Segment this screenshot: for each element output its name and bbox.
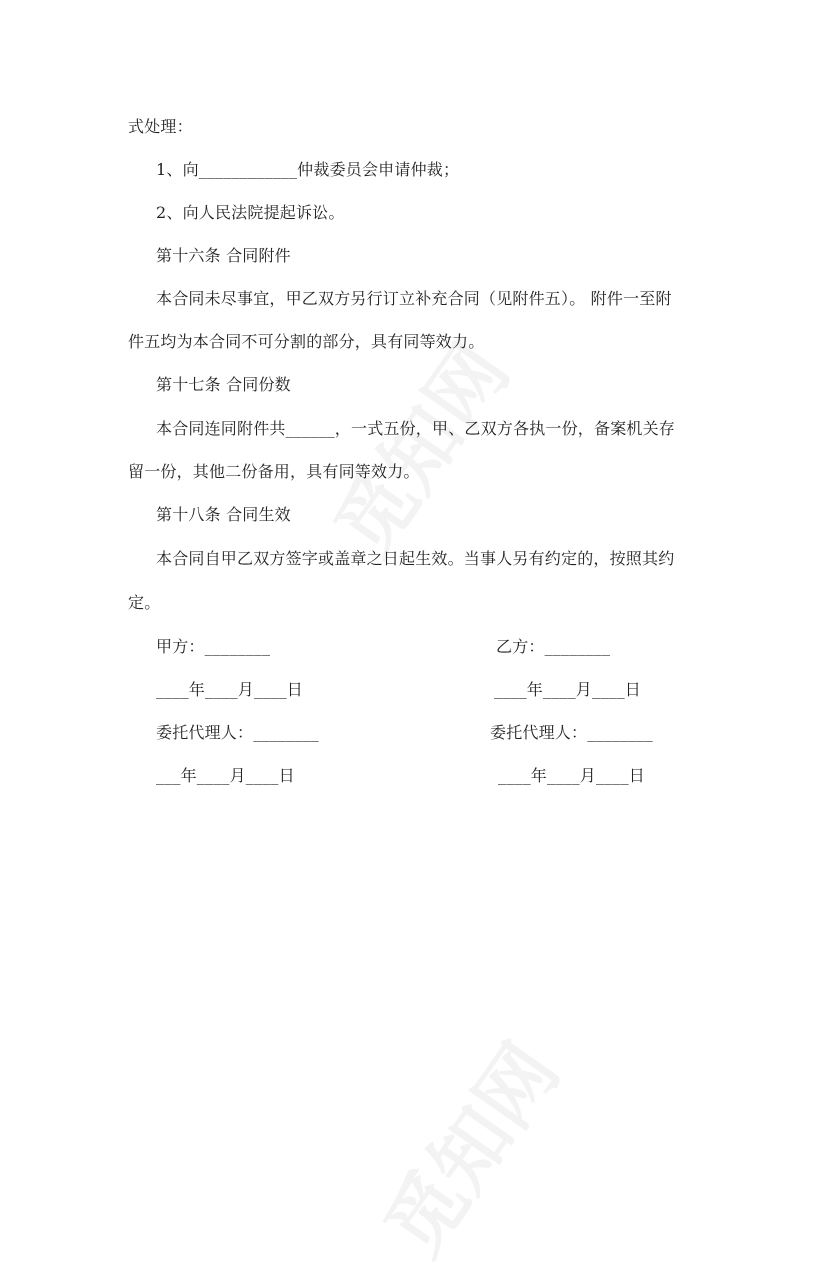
paragraph-line: 件五均为本合同不可分割的部分，具有同等效力。 [128,332,485,351]
paragraph-line: 本合同未尽事宜，甲乙双方另行订立补充合同（见附件五）。 附件一至附 [156,289,672,308]
party-b-date: ____年____月____日 [494,680,642,699]
paragraph-line: 留一份，其他二份备用，具有同等效力。 [128,462,420,481]
list-item: 1、向____________仲裁委员会申请仲裁； [156,160,460,179]
party-b-agent: 委托代理人：________ [490,723,653,742]
party-a-agent-date: ___年____月____日 [156,766,295,785]
party-a-date: ____年____月____日 [156,680,304,699]
party-a-signature: 甲方：________ [156,637,271,656]
section-heading: 第十八条 合同生效 [156,505,291,524]
watermark-bottom [354,1018,580,1274]
paragraph-line: 定。 [128,593,161,612]
party-b-agent-date: ____年____月____日 [498,766,646,785]
section-heading: 第十六条 合同附件 [156,246,291,265]
list-item: 2、向人民法院提起诉讼。 [156,203,345,222]
paragraph-line: 本合同自甲乙双方签字或盖章之日起生效。当事人另有约定的，按照其约 [156,549,675,568]
section-heading: 第十七条 合同份数 [156,375,291,394]
watermark [304,318,530,574]
paragraph-line: 式处理： [128,117,193,136]
paragraph-line: 本合同连同附件共______，一式五份，甲、乙双方各执一份，备案机关存 [156,419,676,438]
party-b-signature: 乙方：________ [496,637,611,656]
party-a-agent: 委托代理人：________ [156,723,319,742]
